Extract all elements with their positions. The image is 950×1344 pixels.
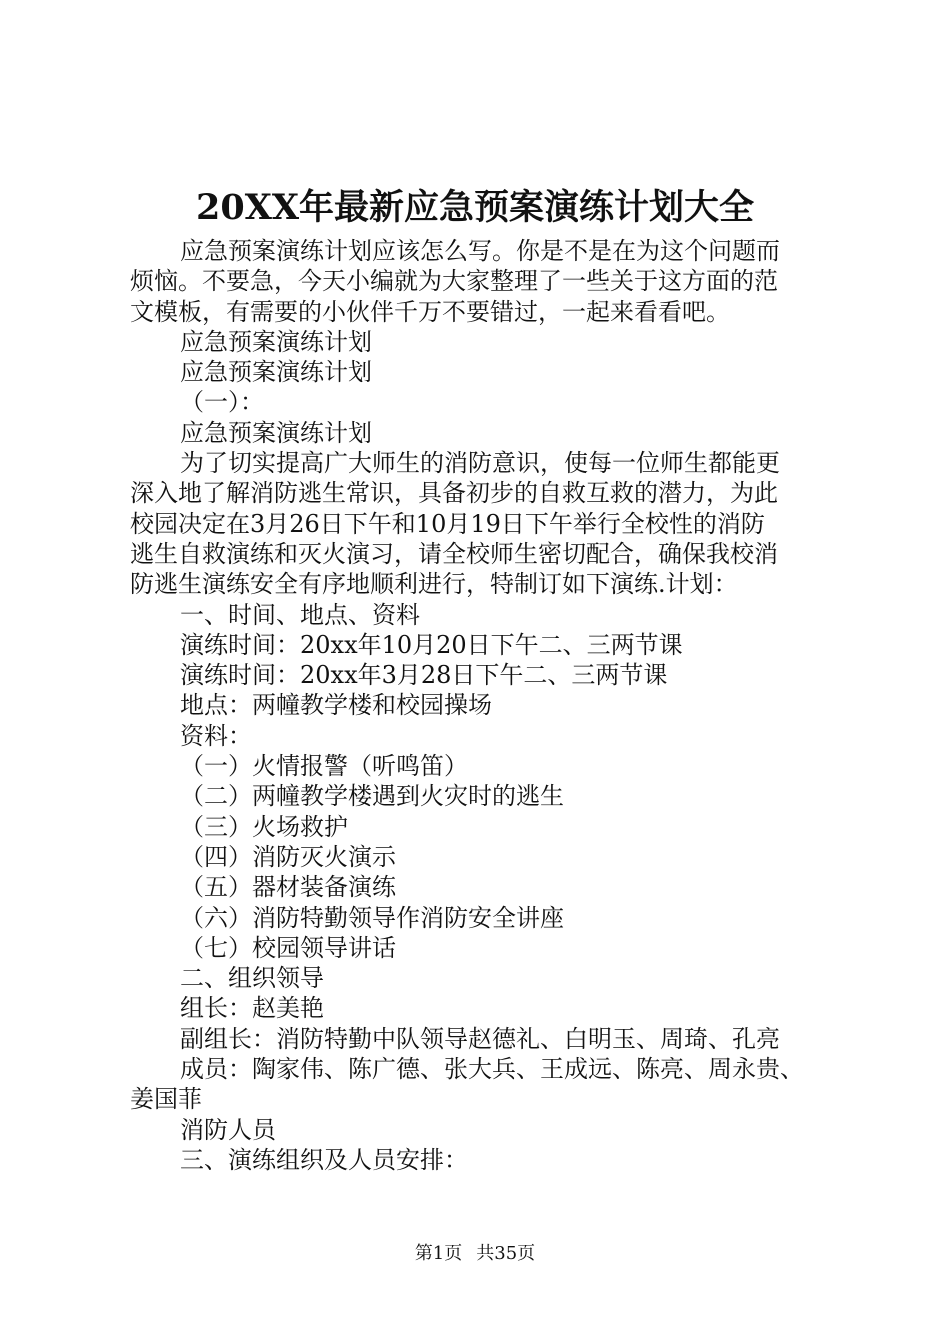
- page-number: 第1页: [414, 1243, 463, 1264]
- list-item: （五）器材装备演练: [180, 873, 396, 902]
- paragraph-line: 资料：: [180, 721, 252, 750]
- list-item: （四）消防灭火演示: [180, 842, 396, 871]
- paragraph-line: 演练时间：20xx年3月28日下午二、三两节课: [180, 661, 668, 690]
- paragraph-line: 应急预案演练计划: [180, 418, 372, 447]
- paragraph-line: 应急预案演练计划应该怎么写。你是不是在为这个问题而: [180, 237, 780, 265]
- page-footer: [0, 1240, 950, 1268]
- section-heading: 一、时间、地点、资料: [180, 600, 420, 629]
- paragraph-line: 逃生自救演练和灭火演习，请全校师生密切配合，确保我校消: [130, 539, 778, 568]
- page-total: 共35页: [476, 1243, 536, 1264]
- paragraph-line: （一）：: [180, 388, 264, 417]
- paragraph-line: 应急预案演练计划: [180, 358, 372, 387]
- document-body: [130, 236, 830, 1175]
- section-heading: 二、组织领导: [180, 964, 324, 993]
- paragraph-line: 姜国菲: [130, 1085, 202, 1114]
- list-item: （六）消防特勤领导作消防安全讲座: [180, 903, 564, 932]
- paragraph-line: 应急预案演练计划: [180, 327, 372, 356]
- paragraph-line: 消防人员: [180, 1115, 276, 1144]
- paragraph-line: 副组长：消防特勤中队领导赵德礼、白明玉、周琦、孔亮: [180, 1024, 780, 1053]
- list-item: （二）两幢教学楼遇到火灾时的逃生: [180, 782, 564, 811]
- paragraph-line: 为了切实提高广大师生的消防意识，使每一位师生都能更: [180, 449, 780, 478]
- list-item: （三）火场救护: [180, 812, 348, 841]
- paragraph-line: 成员：陶家伟、陈广德、张大兵、王成远、陈亮、周永贵、: [180, 1055, 804, 1084]
- paragraph-line: 烦恼。不要急，今天小编就为大家整理了一些关于这方面的范: [130, 267, 778, 296]
- section-heading: 三、演练组织及人员安排：: [180, 1145, 468, 1174]
- list-item: （七）校园领导讲话: [180, 933, 396, 962]
- paragraph-line: 深入地了解消防逃生常识，具备初步的自救互救的潜力，为此: [130, 479, 778, 508]
- paragraph-line: 组长：赵美艳: [180, 994, 324, 1023]
- paragraph-line: 文模板，有需要的小伙伴千万不要错过，一起来看看吧。: [130, 297, 730, 326]
- list-item: （一）火情报警（听鸣笛）: [180, 752, 468, 781]
- document-title: 20XX年最新应急预案演练计划大全: [195, 187, 755, 228]
- paragraph-line: 防逃生演练安全有序地顺利进行，特制订如下演练.计划：: [130, 570, 738, 599]
- paragraph-line: 演练时间：20xx年10月20日下午二、三两节课: [180, 630, 683, 659]
- paragraph-line: 校园决定在3月26日下午和10月19日下午举行全校性的消防: [130, 509, 765, 538]
- paragraph-line: 地点：两幢教学楼和校园操场: [180, 691, 492, 720]
